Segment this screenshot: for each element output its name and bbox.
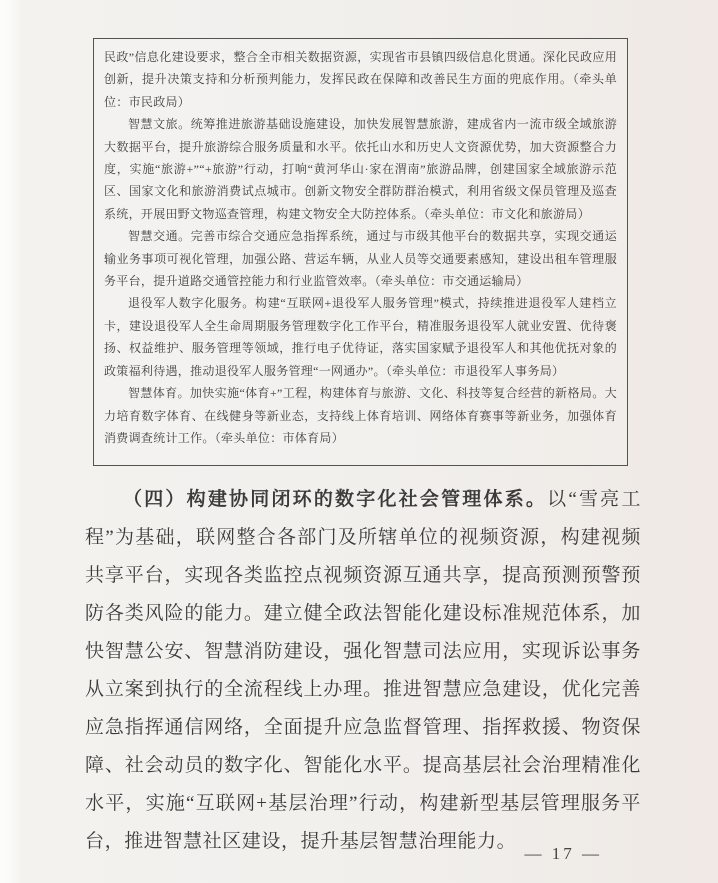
section-4-paragraph	[85, 481, 641, 861]
page-number: — 17 —	[524, 844, 602, 863]
box-paragraph-veterans: 退役军人数字化服务。构建“互联网+退役军人服务管理”模式，持续推进退役军人建档立卡，建设退役军人全生命周期服务管理数字化工作平台，精准服务退役军人就业安置、优待褒扬、权益维护、服务管理等领域，推行电子优待证，落实国家赋予退役军人和其他优抚对象的政策福利待遇，推动退役军人服务管理“一网通办”。（牵头单位：市退役军人事务局）	[104, 296, 617, 378]
box-paragraph-culture-tourism: 智慧文旅。统筹推进旅游基础设施建设，加快发展智慧旅游，建成省内一流市级全域旅游大数据平台，提升旅游综合服务质量和水平。依托山水和历史人文资源优势，加大资源整合力度，实施“旅游+”“+旅游”行动，打响“黄河华山·家在渭南”旅游品牌，创建国家全域旅游示范区、国家文化和旅游消费试点城市。创新文物安全群防群治模式，利用省级文保员管理及巡查系统，开展田野文物巡查管理，构建文物安全大防控体系。（牵头单位：市文化和旅游局）	[104, 117, 617, 221]
section-4-body-text: 以“雪亮工程”为基础，联网整合各部门及所辖单位的视频资源，构建视频共享平台，实现各类监控点视频资源互通共享，提高预测预警预防各类风险的能力。建立健全政法智能化建设标准规范体系，加快智慧公安、智慧消防建设，强化智慧司法应用，实现诉讼事务从立案到执行的全流程线上办理。推进智慧应急建设，优化完善应急指挥通信网络，全面提升应急监督管理、指挥救援、物资保障、社会动员的数字化、智能化水平。提高基层社会治理精准化水平，实施“互联网+基层治理”行动，构建新型基层管理服务平台，推进智慧社区建设，提升基层智慧治理能力。	[85, 489, 641, 852]
bordered-text-box	[93, 38, 628, 466]
box-paragraph-sports: 智慧体育。加快实施“体育+”工程，构建体育与旅游、文化、科技等复合经营的新格局。大力培育数字体育、在线健身等新业态，支持线上体育培训、网络体育赛事等新业务，加强体育消费调查统计工作。（牵头单位：市体育局）	[104, 386, 617, 445]
section-4-heading: （四）构建协同闭环的数字化社会管理体系。	[123, 489, 548, 510]
box-paragraph-civil-affairs: 民政”信息化建设要求，整合全市相关数据资源，实现省市县镇四级信息化贯通。深化民政应用创新，提升决策支持和分析预判能力，发挥民政在保障和改善民生方面的兜底作用。（牵头单位：市民政局）	[104, 50, 617, 109]
box-paragraph-transport: 智慧交通。完善市综合交通应急指挥系统，通过与市级其他平台的数据共享，实现交通运输业务事项可视化管理，加强公路、营运车辆，从业人员等交通要素感知，建设出租车管理服务平台，提升道路交通管控能力和行业监管效率。（牵头单位：市交通运输局）	[104, 229, 617, 289]
